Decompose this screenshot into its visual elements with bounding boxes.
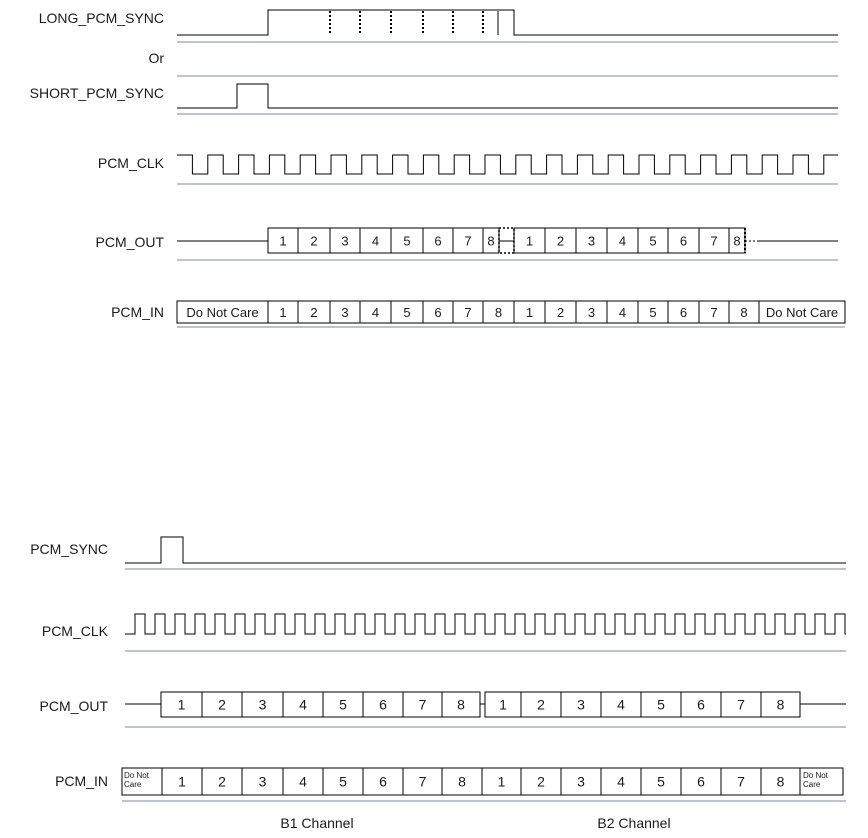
pcm-clk-label-top: PCM_CLK [97,155,164,171]
pcm-in-top-cell-label: 3 [341,305,349,320]
pcm-out-bottom-cell-label: 7 [418,696,427,713]
pcm-in-cells-bottom [162,768,800,795]
pcm-out-top-cell-label: 1 [279,233,287,249]
pcm-in-top-cell [391,301,423,323]
pcm-in-bottom-cell [641,768,681,795]
pcm-out-top-cell [638,228,668,253]
pcm-out-top-cell-label: 6 [679,233,688,249]
pcm-out-top-cell-label: 5 [649,233,657,249]
pcm-in-top-cell-label: 3 [587,305,596,320]
pcm-out-bottom-cell-label: 6 [379,696,387,713]
pcm-out-top-cell [423,228,453,253]
pcm-out-top-cell-label: 7 [464,233,472,249]
pcm-out-bottom-cell-label: 8 [776,696,785,713]
pcm-out-top-cell-label: 1 [525,233,534,249]
pcm-out-top-cell [298,228,330,253]
pcm-in-top-cell-label: 6 [679,305,688,320]
pcm-in-top-cell [699,301,729,323]
pcm-out-bottom-cell [641,692,681,717]
pcm-in-bottom-cell [681,768,721,795]
long-sync-dashed-markers [330,11,498,35]
pcm-in-bottom-cell-label: 4 [617,773,625,790]
pcm-out-top-cell-label: 8 [487,233,495,249]
pcm-in-bottom-cell [482,768,521,795]
pcm-out-bottom-cell [761,692,800,717]
pcm-in-bottom-cell-label: 2 [537,773,545,790]
pcm-out-label-bottom: PCM_OUT [39,698,108,714]
pcm-in-label-bottom: PCM_IN [55,773,108,789]
pcm-sync-label-bottom: PCM_SYNC [30,541,108,557]
pcm-out-top-cell [330,228,360,253]
pcm-in-top-cell [607,301,638,323]
top-timing-diagram [30,10,845,327]
pcm-in-bottom-cell-label: 7 [737,773,745,790]
pcm-in-bottom-cell [162,768,202,795]
pcm-in-bottom-cell-label: 7 [418,773,427,790]
pcm-out-bottom-cell-label: 7 [737,696,745,713]
pcm-in-bottom-cell-label: 2 [218,773,226,790]
pcm-out-top-cell [483,228,499,253]
pcm-in-top-cell [453,301,483,323]
pcm-in-do-not-care-left [122,768,162,795]
pcm-out-bottom-cell-label: 2 [218,696,226,713]
pcm-out-bottom-cell [283,692,323,717]
pcm-in-bottom-cell-label: 1 [497,773,506,790]
pcm-out-top-cell [607,228,638,253]
pcm-in-bottom-cell [721,768,761,795]
long-pcm-sync-waveform [177,10,838,35]
pcm-out-top-cell [729,228,745,253]
pcm-out-top-cell [453,228,483,253]
pcm-in-top-cell-label: 2 [556,305,565,320]
pcm-in-bottom-cell-label: 8 [776,773,785,790]
pcm-out-bottom-cell-label: 8 [457,696,465,713]
bottom-timing-diagram [30,537,846,831]
pcm-out-top-cell-label: 2 [556,233,565,249]
pcm-in-bottom-cell [242,768,283,795]
pcm-out-top-cell-label: 8 [733,233,741,249]
pcm-out-bottom-cell [161,692,202,717]
pcm-in-top-cell-label: 5 [649,305,657,320]
pcm-in-bottom-cell-label: 3 [577,773,585,790]
pcm-in-cells-top [177,301,845,323]
pcm-out-bottom-cell-label: 2 [537,696,545,713]
pcm-in-top-cell-label: 8 [740,305,748,320]
or-label: Or [148,50,164,66]
pcm-out-bottom-cell-label: 4 [617,696,625,713]
pcm-in-top-cell [423,301,453,323]
pcm-in-top-cell [268,301,298,323]
pcm-in-bottom-cell [323,768,363,795]
pcm-out-bottom-cell [363,692,403,717]
pcm-in-bottom-cell-label: 6 [379,773,387,790]
pcm-out-top-cell-label: 5 [403,233,411,249]
pcm-in-top-cell-label: 4 [618,305,627,320]
pcm-out-label-top: PCM_OUT [95,234,164,250]
pcm-out-top-cell [514,228,545,253]
pcm-in-bottom-cell [561,768,601,795]
pcm-in-top-cell-label: 2 [310,305,318,320]
pcm-out-bottom-cell [442,692,480,717]
do-not-care-left-line2: Care [124,780,142,789]
pcm-in-top-cell [330,301,360,323]
pcm-in-bottom-cell [283,768,323,795]
pcm-in-label-top: PCM_IN [111,304,164,320]
pcm-out-bottom-cell-label: 5 [657,696,665,713]
pcm-in-bottom-cell-label: 4 [299,773,307,790]
pcm-out-top-cell [268,228,298,253]
pcm-in-top-cell [483,301,514,323]
pcm-in-bottom-cell-label: 8 [458,773,466,790]
pcm-out-bottom-cell [242,692,283,717]
pcm-out-top-cell-label: 3 [341,233,349,249]
pcm-out-bottom-cell [323,692,363,717]
short-pcm-sync-label: SHORT_PCM_SYNC [29,85,164,101]
pcm-clk-waveform-bottom [125,614,846,634]
pcm-out-bottom-cell-label: 3 [577,696,585,713]
pcm-out-bottom-cell-label: 1 [177,696,186,713]
b2-channel-label: B2 Channel [597,815,671,831]
pcm-in-top-cell-label: 8 [494,305,503,320]
pcm-in-top-cell [298,301,330,323]
pcm-in-bottom-cell-label: 3 [258,773,267,790]
pcm-in-top-cell-label: 7 [464,305,472,320]
pcm-in-top-cell [638,301,668,323]
pcm-in-top-cell-label: 1 [525,305,534,320]
pcm-out-bottom-cell-label: 6 [697,696,705,713]
pcm-in-top-cell-label: 5 [403,305,411,320]
pcm-in-top-cell-label: Do Not Care [765,305,839,320]
pcm-in-top-cell-label: 1 [279,305,287,320]
pcm-out-bottom-cell-label: 3 [258,696,267,713]
pcm-out-top-cell-label: 2 [310,233,318,249]
pcm-in-bottom-cell-label: 6 [697,773,705,790]
pcm-in-bottom-cell [521,768,561,795]
pcm-in-do-not-care-right [800,768,843,795]
pcm-clk-label-bottom: PCM_CLK [41,623,108,639]
pcm-out-top-cell [360,228,391,253]
pcm-in-top-cell [729,301,759,323]
pcm-in-top-cell-label: 7 [710,305,718,320]
pcm-out-top-cell [545,228,576,253]
pcm-out-top-cell-label: 4 [371,233,380,249]
long-pcm-sync-label: LONG_PCM_SYNC [38,10,164,26]
pcm-sync-waveform-bottom [125,537,846,563]
pcm-in-top-cell [514,301,545,323]
pcm-out-top-cell-label: 4 [618,233,627,249]
pcm-in-bottom-cell-label: 1 [178,773,186,790]
pcm-in-bottom-cell [442,768,482,795]
pcm-in-bottom-cell-label: 5 [657,773,665,790]
short-pcm-sync-waveform [177,84,838,108]
pcm-in-top-cell [576,301,607,323]
pcm-in-bottom-cell [202,768,242,795]
pcm-in-top-cell [668,301,699,323]
pcm-in-top-cell [360,301,391,323]
pcm-out-top-cell-label: 6 [434,233,442,249]
pcm-out-bottom-cell-label: 5 [339,696,347,713]
b1-channel-label: B1 Channel [280,815,354,831]
pcm-out-bottom-cell [202,692,242,717]
pcm-out-top-cell [391,228,423,253]
pcm-in-top-cell-label: Do Not Care [186,305,259,320]
pcm-in-top-cell [545,301,576,323]
pcm-out-top-cell [699,228,729,253]
pcm-in-top-cell [177,301,268,323]
do-not-care-right-line1: Do Not [803,771,828,780]
do-not-care-right-line2: Care [803,780,821,789]
pcm-out-bottom-cell [681,692,721,717]
pcm-out-bottom-cell [561,692,601,717]
pcm-out-bottom-cell-label: 4 [299,696,307,713]
pcm-in-bottom-cell [761,768,800,795]
pcm-out-bottom-cell [601,692,641,717]
pcm-out-top-cell [668,228,699,253]
pcm-out-bottom-cell-label: 1 [499,696,507,713]
pcm-out-bottom-cell [521,692,561,717]
pcm-in-top-cell [759,301,845,323]
pcm-out-bottom-cell [403,692,442,717]
pcm-in-top-cell-label: 4 [371,305,380,320]
do-not-care-left-line1: Do Not [124,771,149,780]
pcm-in-bottom-cell [363,768,403,795]
pcm-in-top-cell-label: 6 [434,305,442,320]
pcm-out-dashed-gap-1 [499,228,514,253]
pcm-out-top-cell-label: 7 [710,233,718,249]
pcm-clk-waveform-top [177,155,838,174]
pcm-in-bottom-cell [403,768,442,795]
pcm-out-bottom-cell [485,692,521,717]
pcm-out-cells-bottom [161,692,800,717]
pcm-in-bottom-cell [601,768,641,795]
pcm-out-top-cell [576,228,607,253]
pcm-out-bottom-cell [721,692,761,717]
pcm-out-dashed-gap-2 [745,228,759,253]
pcm-out-top-cell-label: 3 [587,233,596,249]
pcm-in-bottom-cell-label: 5 [339,773,347,790]
